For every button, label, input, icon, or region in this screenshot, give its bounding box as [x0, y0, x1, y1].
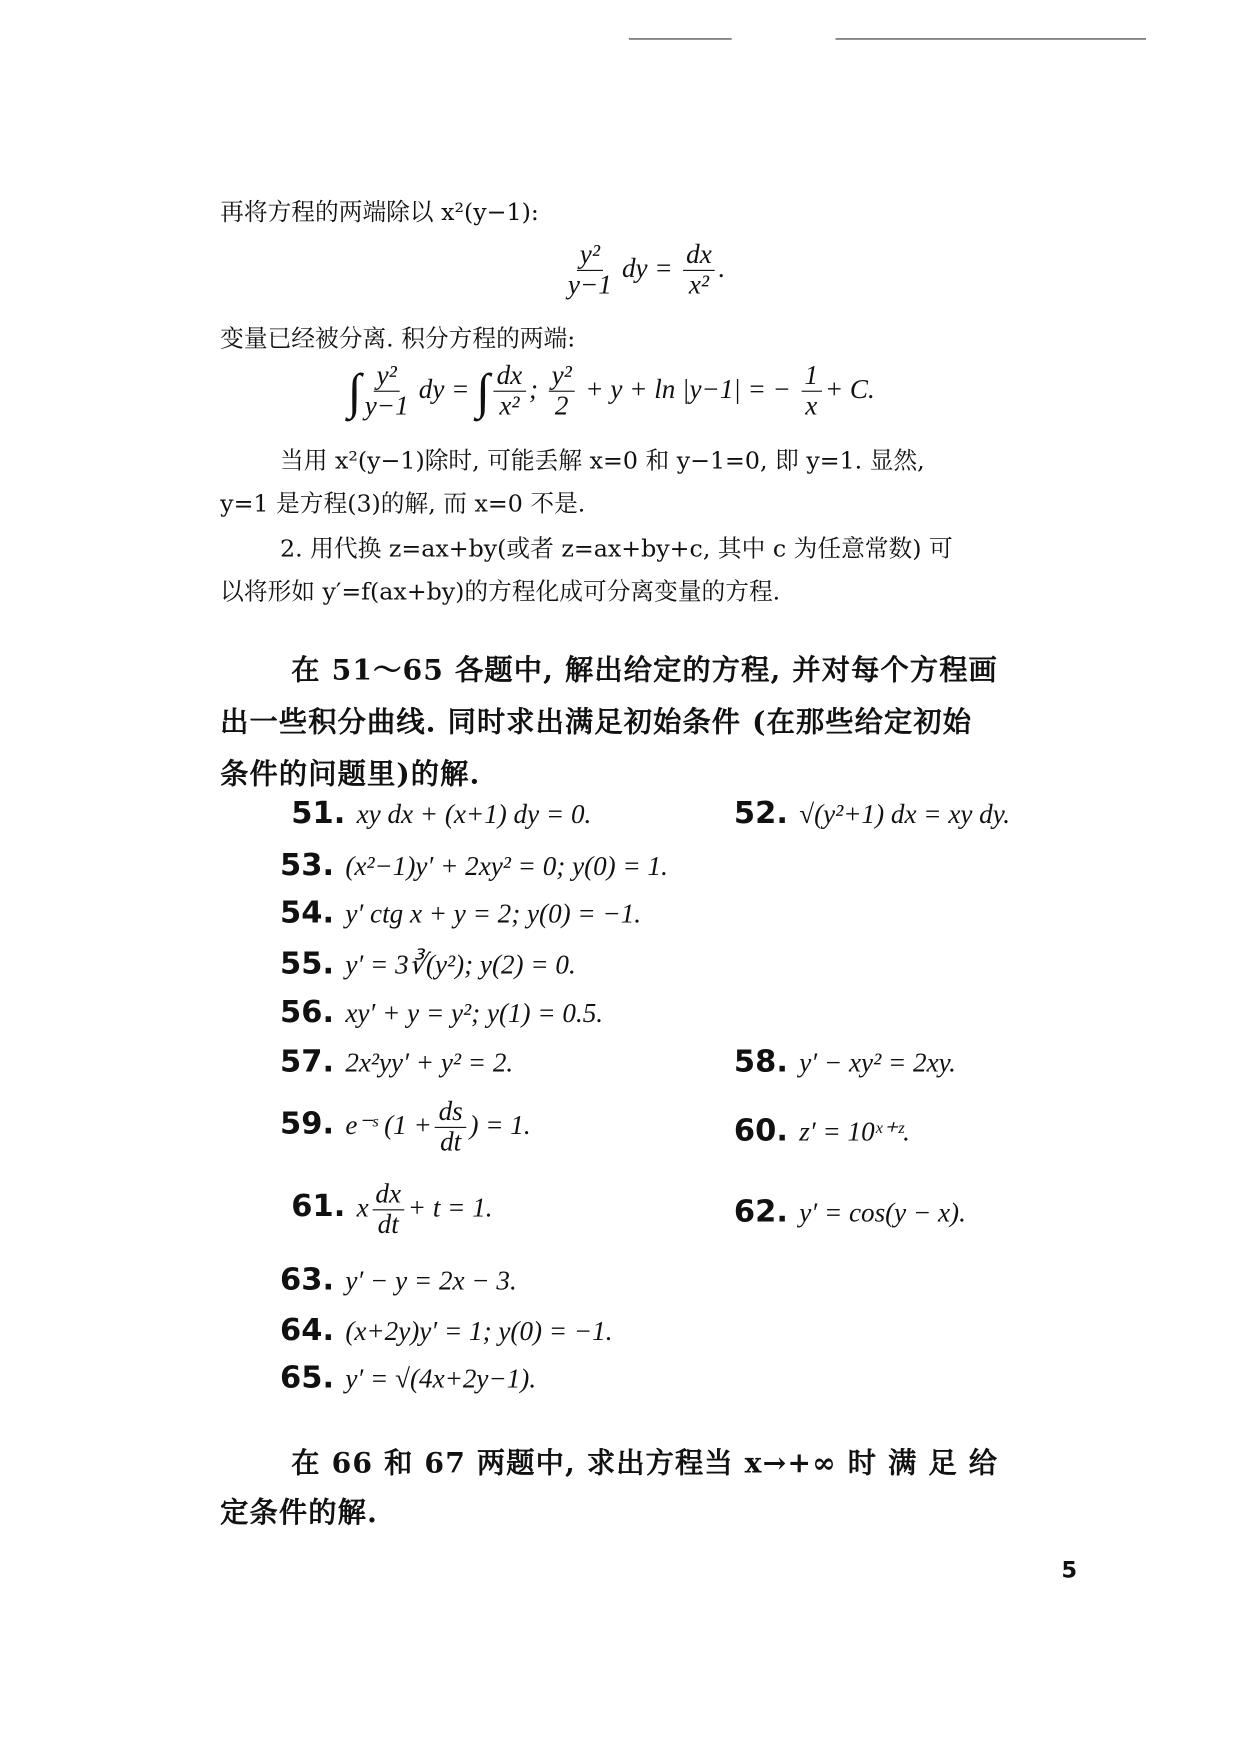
problem-54: [280, 895, 641, 930]
eq-part: ;: [528, 375, 539, 405]
problem-equation: xy′ + y = y²; y(1) = 0.5.: [345, 999, 604, 1029]
problem-number: 54.: [280, 895, 335, 931]
numerator: dx: [683, 240, 715, 271]
problem-57: [280, 1044, 513, 1079]
integral-equation: [348, 361, 875, 422]
numerator: dx: [372, 1180, 404, 1211]
problem-equation: y′ − y = 2x − 3.: [345, 1266, 517, 1297]
problem-number: 52.: [733, 796, 788, 832]
eq-part: e⁻ˢ (1 +: [345, 1111, 432, 1141]
problem-63: [280, 1262, 517, 1297]
equation: [565, 240, 726, 301]
denominator: x²: [688, 271, 710, 301]
numerator: dx: [493, 361, 525, 392]
instruction-line: 条件的问题里)的解.: [220, 757, 481, 791]
problem-number: 63.: [280, 1262, 335, 1298]
numerator: ds: [435, 1097, 466, 1128]
problem-equation: y′ − xy² = 2xy.: [799, 1048, 956, 1079]
numerator: y²: [373, 361, 400, 392]
eq-part: dy =: [621, 254, 673, 284]
problem-58: [734, 1044, 956, 1079]
problem-number: 61.: [291, 1189, 346, 1225]
header-rule: [836, 38, 1147, 39]
problem-equation: xy dx + (x+1) dy = 0.: [356, 800, 592, 830]
problem-equation: z′ = 10ˣ⁺ᶻ.: [799, 1117, 910, 1148]
denominator: dt: [377, 1210, 399, 1241]
denominator: dt: [440, 1128, 462, 1158]
eq-part: dy =: [418, 375, 470, 405]
problem-number: 64.: [280, 1313, 335, 1349]
instruction-line: 出一些积分曲线. 同时求出满足初始条件 (在那些给定初始: [220, 705, 973, 739]
numerator: 1: [801, 361, 821, 392]
denominator: 2: [554, 392, 569, 422]
problem-53: [280, 848, 668, 883]
integral-sign: ∫: [476, 364, 490, 420]
problem-number: 65.: [280, 1360, 335, 1396]
text-line: 再将方程的两端除以 x²(y−1):: [220, 198, 539, 226]
denominator: x: [805, 392, 818, 422]
problem-number: 58.: [733, 1044, 788, 1080]
eq-part: + y + ln |y−1| = −: [585, 375, 791, 405]
problem-59: [280, 1097, 531, 1158]
problem-number: 51.: [291, 796, 346, 832]
problem-equation: √(y²+1) dx = xy dy.: [799, 800, 1011, 830]
denominator: x²: [499, 392, 520, 422]
text-line: 当用 x²(y−1)除时, 可能丢解 x=0 和 y−1=0, 即 y=1. 显然,: [280, 447, 925, 475]
page-number: 5: [1061, 1555, 1078, 1583]
problem-number: 62.: [733, 1194, 788, 1230]
eq-part: + C.: [824, 375, 875, 405]
problem-61: [291, 1180, 492, 1241]
problem-number: 57.: [280, 1044, 335, 1080]
numerator: y²: [548, 361, 575, 392]
problem-equation: y′ = 3∛(y²); y(2) = 0.: [345, 950, 576, 981]
header-rule: [629, 38, 732, 39]
problem-number: 59.: [280, 1106, 335, 1142]
instruction-line: 在 66 和 67 两题中, 求出方程当 x→+∞ 时 满 足 给: [291, 1446, 999, 1480]
text-line: 2. 用代换 z=ax+by(或者 z=ax+by+c, 其中 c 为任意常数) 可: [280, 535, 953, 563]
problem-64: [280, 1313, 612, 1348]
problem-51: [291, 796, 591, 831]
eq-part: x: [356, 1193, 369, 1224]
problem-62: [734, 1195, 966, 1230]
denominator: y−1: [364, 392, 409, 422]
numerator: y²: [576, 240, 603, 271]
eq-part: .: [718, 254, 726, 284]
problem-number: 53.: [280, 847, 335, 883]
problem-52: [734, 796, 1010, 831]
problem-equation: y′ ctg x + y = 2; y(0) = −1.: [345, 899, 642, 930]
problem-65: [280, 1361, 536, 1396]
instruction-line: 在 51～65 各题中, 解出给定的方程, 并对每个方程画: [291, 653, 998, 687]
text-line: 变量已经被分离. 积分方程的两端:: [220, 325, 576, 353]
integral-sign: ∫: [347, 364, 362, 420]
problem-56: [280, 995, 603, 1030]
problem-equation: (x+2y)y′ = 1; y(0) = −1.: [345, 1317, 613, 1348]
problem-equation: (x²−1)y′ + 2xy² = 0; y(0) = 1.: [345, 852, 668, 882]
problem-number: 55.: [280, 946, 335, 982]
instruction-line: 定条件的解.: [220, 1496, 378, 1529]
problem-55: [280, 946, 576, 981]
problem-equation: y′ = √(4x+2y−1).: [345, 1365, 537, 1395]
problem-number: 56.: [280, 994, 335, 1030]
denominator: y−1: [567, 271, 612, 301]
problem-number: 60.: [733, 1113, 788, 1149]
text-line: 以将形如 y′=f(ax+by)的方程化成可分离变量的方程.: [220, 578, 781, 606]
problem-60: [734, 1113, 910, 1148]
text-line: y=1 是方程(3)的解, 而 x=0 不是.: [220, 490, 586, 518]
problem-equation: y′ = cos(y − x).: [799, 1199, 966, 1229]
problem-equation: 2x²yy′ + y² = 2.: [345, 1048, 514, 1079]
eq-part: ) = 1.: [469, 1111, 531, 1141]
eq-part: + t = 1.: [407, 1193, 493, 1224]
